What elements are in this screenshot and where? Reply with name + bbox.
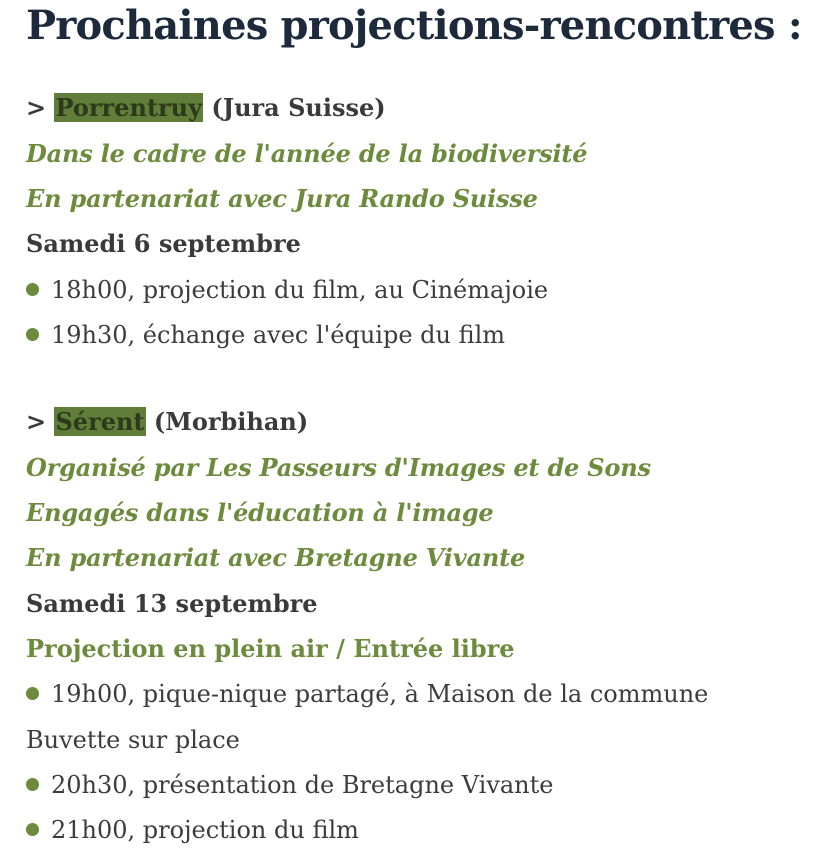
heading-prefix: > — [26, 93, 47, 122]
list-item — [26, 678, 708, 710]
heading-prefix: > — [26, 407, 47, 436]
list-item-text: 18h00, projection du film, au Cinémajoie — [51, 276, 549, 304]
place-name-porrentruy: Porrentruy — [55, 93, 203, 122]
list-item — [26, 274, 548, 306]
event-note: En partenariat avec Jura Rando Suisse — [26, 184, 538, 213]
list-item-text: 21h00, projection du film — [51, 816, 359, 844]
event-date: Samedi 6 septembre — [26, 229, 301, 258]
place-name-serent: Sérent — [55, 407, 145, 436]
green-dot-icon — [26, 687, 39, 700]
list-item-text: 19h30, échange avec l'équipe du film — [51, 321, 506, 349]
green-dot-icon — [26, 823, 39, 836]
green-dot-icon — [26, 283, 39, 296]
list-item — [26, 319, 505, 351]
place-region: (Jura Suisse) — [211, 93, 386, 122]
page-title: Prochaines projections-rencontres : — [26, 2, 802, 49]
event-date: Samedi 13 septembre — [26, 589, 318, 618]
event-note: En partenariat avec Bretagne Vivante — [26, 543, 526, 572]
list-item — [26, 814, 359, 846]
list-item-text: 19h00, pique-nique partagé, à Maison de la commune — [51, 680, 709, 708]
list-item — [26, 769, 554, 801]
event-heading-porrentruy — [26, 92, 386, 124]
event-highlight: Projection en plein air / Entrée libre — [26, 634, 515, 663]
event-note: Organisé par Les Passeurs d'Images et de Sons — [26, 453, 651, 482]
event-note: Dans le cadre de l'année de la biodiversité — [26, 139, 588, 168]
event-plain-note: Buvette sur place — [26, 726, 240, 754]
place-region: (Morbihan) — [153, 407, 309, 436]
event-note: Engagés dans l'éducation à l'image — [26, 498, 494, 527]
event-heading-serent — [26, 406, 308, 438]
green-dot-icon — [26, 778, 39, 791]
list-item-text: 20h30, présentation de Bretagne Vivante — [51, 771, 554, 799]
green-dot-icon — [26, 328, 39, 341]
